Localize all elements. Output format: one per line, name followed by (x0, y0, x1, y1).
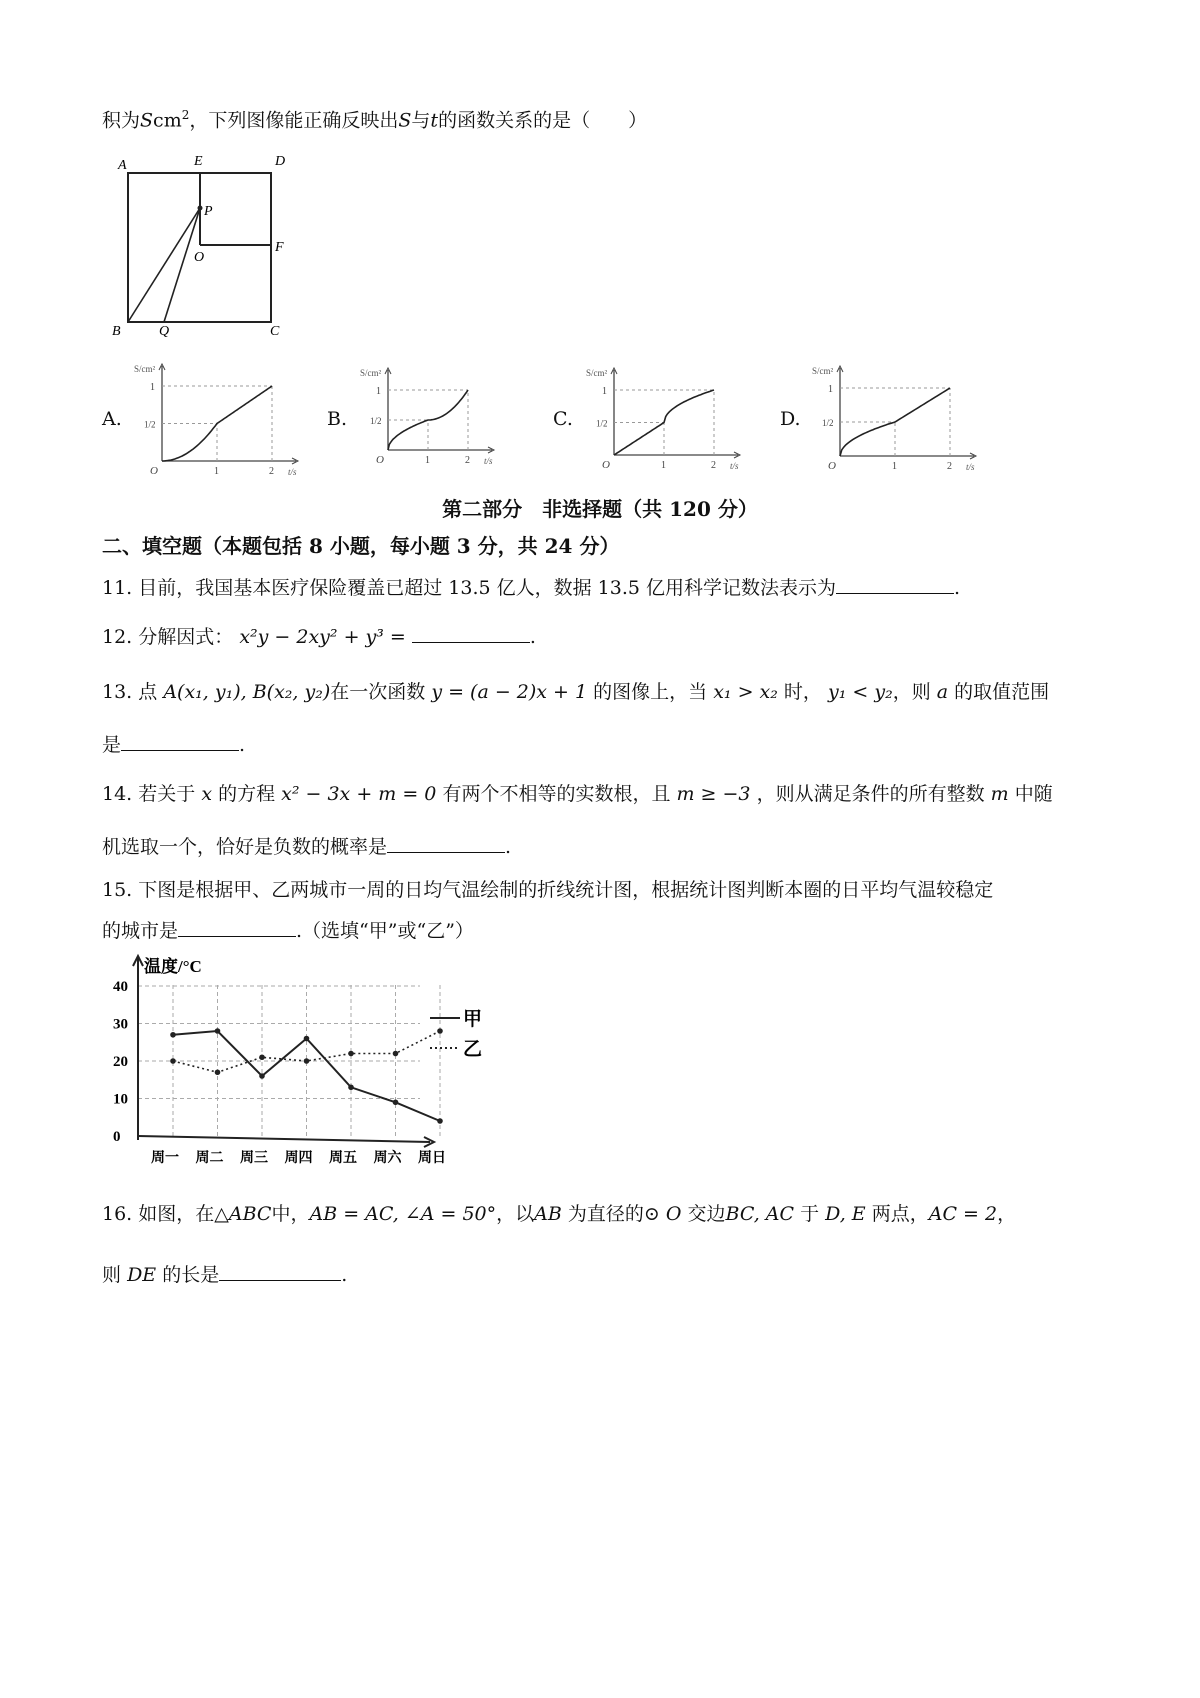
option-c-letter: C. (553, 408, 573, 430)
x-axis-label: t/s (288, 467, 297, 477)
question-16-line1 (102, 1202, 1016, 1226)
q13-num: 13. 点 (102, 681, 158, 703)
data-point (348, 1084, 354, 1090)
y-axis-label: S/cm² (812, 366, 834, 376)
label-q: Q (159, 324, 170, 339)
q16-line2b: 的长是 (162, 1264, 220, 1286)
label-b: B (112, 324, 121, 339)
part2-title: 第二部分 非选择题（共 120 分） (442, 497, 758, 521)
q10-with: 与 (411, 109, 431, 132)
legend-label-1: 甲 (463, 1009, 483, 1030)
q12-prefix: 12. 分解因式： (102, 626, 234, 648)
q16-de-points: D, E (825, 1203, 866, 1225)
x-axis-label: t/s (966, 462, 975, 472)
q16-end: . (341, 1264, 348, 1286)
q13-end: . (239, 734, 246, 756)
q10-unit-sup: 2 (181, 108, 190, 122)
q14-mid4: 中随 (1014, 783, 1053, 805)
q13-mid5: 的取值范围 (954, 681, 1050, 703)
label-a: A (118, 158, 127, 173)
y-tick-1: 1 (828, 384, 833, 395)
x-tick-label: 周日 (418, 1151, 446, 1166)
data-point (215, 1069, 221, 1075)
q13-mid1: 在一次函数 (330, 681, 426, 703)
q13-points: A(x₁, y₁), B(x₂, y₂) (163, 681, 331, 703)
q14-eq: x² − 3x + m = 0 (281, 783, 437, 805)
answer-blank-12[interactable] (412, 624, 530, 643)
q14-mid3: ，则从满足条件的所有整数 (756, 783, 985, 805)
q13-cond2: y₁ < y₂ (827, 681, 893, 703)
q12-expr: x²y − 2xy² + y³ = (239, 626, 406, 648)
q16-cond: AB = AC, ∠A = 50° (309, 1203, 497, 1225)
question-14-line2 (102, 834, 511, 859)
q16-line1b: 中， (271, 1203, 310, 1225)
q14-line2: 机选取一个，恰好是负数的概率是 (102, 836, 388, 858)
label-f: F (275, 240, 284, 255)
y-tick-1: 1 (602, 386, 607, 397)
q13-mid4: ，则 (892, 681, 931, 703)
x-tick-label: 周四 (284, 1151, 313, 1166)
label-p: P (204, 204, 213, 219)
q16-o: O (665, 1203, 682, 1225)
q13-cond1: x₁ > x₂ (713, 681, 778, 703)
y-tick-half: 1/2 (370, 416, 382, 426)
origin-label: O (828, 460, 836, 472)
y-tick-label: 10 (113, 1091, 128, 1108)
q16-ac: AC = 2 (928, 1203, 998, 1225)
y-tick-half: 1/2 (596, 418, 608, 429)
option-a-letter: A. (102, 408, 122, 430)
x-axis-label: t/s (730, 461, 739, 471)
q10-var-t: t (430, 109, 439, 132)
y-axis-label: 温度/°C (144, 957, 202, 976)
data-point (393, 1099, 399, 1105)
square-figure (100, 145, 320, 345)
x-axis (138, 1136, 430, 1142)
y-tick-half: 1/2 (822, 418, 834, 428)
x-tick-2: 2 (711, 460, 716, 471)
answer-blank-15[interactable] (178, 918, 296, 937)
data-point (170, 1032, 176, 1038)
x-tick-2: 2 (947, 461, 952, 472)
origin-label: O (150, 465, 158, 477)
graph-curve (162, 386, 272, 461)
q14-end: . (505, 836, 512, 858)
q13-mid2: 的图像上，当 (593, 681, 708, 703)
y-tick-label: 40 (113, 979, 128, 995)
y-tick-1: 1 (150, 382, 155, 393)
temperature-line-chart (100, 948, 483, 1183)
question-12 (102, 624, 536, 649)
q14-mid2: 有两个不相等的实数根，且 (442, 783, 671, 805)
answer-blank-11[interactable] (836, 575, 954, 594)
question-14-line1 (102, 782, 1053, 806)
q12-end: . (529, 626, 536, 648)
answer-blank-14[interactable] (387, 834, 505, 853)
q16-de: DE (127, 1264, 157, 1286)
label-d: D (275, 154, 286, 169)
x-tick-1: 1 (425, 455, 430, 466)
q16-triangle: △ABC (214, 1203, 272, 1225)
data-point (437, 1028, 443, 1034)
legend-label-2: 乙 (463, 1039, 483, 1060)
data-point (215, 1028, 221, 1034)
y-axis-label: S/cm² (360, 368, 382, 378)
circle-symbol-icon: ⊙ (643, 1203, 660, 1225)
question-15-line1: 15. 下图是根据甲、乙两城市一周的日均气温绘制的折线统计图，根据统计图判断本圈的日平均气温较稳定 (102, 879, 994, 901)
q16-line1a: 16. 如图，在 (102, 1203, 215, 1225)
question-15-line2 (102, 918, 474, 943)
data-point (437, 1118, 443, 1124)
q10-var-s: S (140, 109, 154, 132)
q15-line2-prefix: 的城市是 (102, 920, 179, 942)
q14-num: 14. 若关于 (102, 783, 196, 805)
data-point (304, 1036, 310, 1042)
label-o: O (194, 250, 205, 265)
q16-sides: BC, AC (725, 1203, 795, 1225)
origin-label: O (376, 454, 384, 466)
q16-line1c: ，以 (496, 1203, 535, 1225)
option-b-graph (354, 362, 504, 472)
x-tick-label: 周六 (373, 1151, 402, 1166)
q11-end: . (954, 577, 961, 599)
q16-line1f: 于 (800, 1203, 820, 1225)
option-d-letter: D. (780, 408, 801, 430)
q14-mid1: 的方程 (218, 783, 276, 805)
x-tick-1: 1 (661, 460, 666, 471)
data-point (259, 1054, 265, 1060)
option-a-graph (128, 358, 308, 483)
section2-title: 二、填空题（本题包括 8 小题，每小题 3 分，共 24 分） (102, 534, 620, 558)
answer-blank-16[interactable] (219, 1262, 341, 1281)
y-tick-1: 1 (376, 386, 381, 397)
graph-curve (840, 388, 950, 456)
y-tick-half: 1/2 (144, 419, 156, 430)
q13-var-a: a (936, 681, 949, 703)
option-d-graph (806, 360, 986, 478)
label-e: E (194, 154, 203, 169)
data-point (259, 1073, 265, 1079)
data-point (170, 1058, 176, 1064)
q13-func: y = (a − 2)x + 1 (431, 681, 588, 703)
x-tick-label: 周二 (195, 1151, 224, 1166)
option-c-graph (580, 362, 750, 477)
label-c: C (270, 324, 280, 339)
data-point (304, 1058, 310, 1064)
y-tick-label: 0 (113, 1129, 121, 1145)
q13-mid3: 时， (783, 681, 822, 703)
q16-line1g: 两点， (871, 1203, 929, 1225)
q16-line2a: 则 (102, 1264, 122, 1286)
x-tick-label: 周三 (240, 1151, 268, 1166)
q10-stem-end: 的函数关系的是（ ） (438, 109, 648, 132)
q14-var-m: m (990, 783, 1009, 805)
q10-stem-suffix: ，下列图像能正确反映出 (189, 109, 399, 132)
q10-stem-prefix: 积为 (102, 109, 141, 132)
x-tick-1: 1 (892, 461, 897, 472)
q13-line2: 是 (102, 734, 122, 756)
q15-line2-end: .（选填“甲”或“乙”） (296, 920, 474, 942)
q16-ab: AB (534, 1203, 562, 1225)
option-b-letter: B. (327, 408, 348, 430)
y-tick-label: 20 (113, 1054, 128, 1070)
q14-var-x: x (201, 783, 213, 805)
x-axis-label: t/s (484, 456, 493, 466)
data-point (348, 1051, 354, 1057)
q16-line1e: 交边 (687, 1203, 726, 1225)
question-16-line2 (102, 1262, 347, 1287)
y-axis-label: S/cm² (134, 364, 156, 374)
question-13-line2 (102, 732, 245, 757)
question-11 (102, 575, 960, 600)
q16-line1h: ， (997, 1203, 1017, 1225)
x-tick-2: 2 (269, 466, 274, 477)
x-tick-label: 周五 (329, 1151, 357, 1166)
x-tick-label: 周一 (151, 1151, 179, 1166)
y-axis-label: S/cm² (586, 368, 608, 378)
q10-var-s2: S (398, 109, 412, 132)
q16-line1d: 为直径的 (567, 1203, 644, 1225)
data-point (393, 1051, 399, 1057)
q11-text: 11. 目前，我国基本医疗保险覆盖已超过 13.5 亿人，数据 13.5 亿用科学记数法表示为 (102, 577, 837, 599)
origin-label: O (602, 459, 610, 471)
answer-blank-13[interactable] (121, 732, 239, 751)
x-tick-1: 1 (214, 466, 219, 477)
x-tick-2: 2 (465, 455, 470, 466)
q14-cond: m ≥ −3 (676, 783, 751, 805)
y-tick-label: 30 (113, 1016, 128, 1033)
question-13-line1 (102, 680, 1049, 704)
q10-stem (102, 103, 647, 132)
q10-unit: cm (153, 109, 182, 132)
